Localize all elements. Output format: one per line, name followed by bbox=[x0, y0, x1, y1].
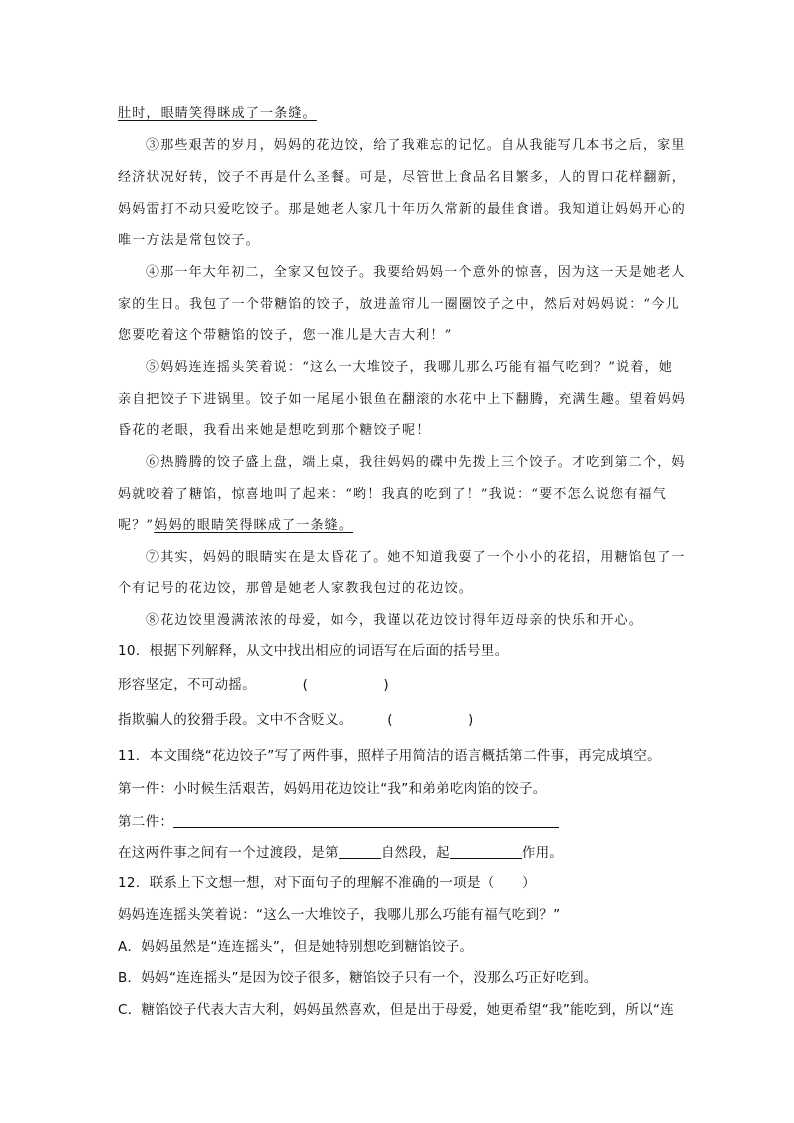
paragraph-number-blank[interactable] bbox=[339, 846, 381, 859]
paragraph-3-line-4: 唯一方法是常包饺子。 bbox=[118, 233, 261, 248]
answer-paren-close: ) bbox=[383, 677, 389, 693]
question-12-quote: 妈妈连连摇头笑着说：“这么一大堆饺子，我哪儿那么巧能有福气吃到？” bbox=[118, 907, 561, 923]
fill-text-b: 自然段，起 bbox=[380, 845, 450, 861]
item-2-definition: 指欺骗人的狡猾手段。文中不含贬义。 bbox=[118, 712, 353, 728]
option-a[interactable]: A．妈妈虽然是“连连摇头”，但是她特别想吃到糖馅饺子。 bbox=[118, 939, 474, 955]
option-c[interactable]: C．糖馅饺子代表大吉大利，妈妈虽然喜欢，但是出于母爱，她更希望“我”能吃到，所以“连 bbox=[118, 1002, 675, 1018]
underlined-sentence: 肚时，眼睛笑得眯成了一条缝。 bbox=[118, 106, 317, 121]
paragraph-3-line-2: 经济状况好转，饺子不再是什么圣餐。可是，尽管世上食品名目繁多，人的胃口花样翻新， bbox=[118, 170, 687, 185]
answer-paren-open: ( bbox=[302, 677, 309, 693]
paragraph-6-line-3 bbox=[118, 519, 678, 532]
underlined-sentence: 妈妈的眼睛笑得眯成了一条缝。 bbox=[154, 518, 354, 533]
question-10-stem: 10．根据下列解释，从文中找出相应的词语写在后面的括号里。 bbox=[118, 643, 509, 659]
paragraph-4-line-1: ④那一年大年初二，全家又包饺子。我要给妈妈一个意外的惊喜，因为这一天是她老人 bbox=[146, 265, 686, 280]
paragraph-7-line-2: 个有记号的花边饺，那曾是她老人家教我包过的花边饺。 bbox=[118, 581, 474, 596]
second-event-label: 第二件： bbox=[118, 814, 174, 830]
paragraph-3-line-3: 妈妈雷打不动只爱吃饺子。那是她老人家几十年历久常新的最佳食谱。我知道让妈妈开心的 bbox=[118, 202, 687, 217]
paragraph-6-line-3-start: 呢？” bbox=[118, 518, 155, 533]
question-11-second-event bbox=[118, 815, 678, 830]
paragraph-4-line-2: 家的生日。我包了一个带糖馅的饺子，放进盖帘儿一圈圈饺子之中，然后对妈妈说：“今儿 bbox=[118, 297, 680, 312]
question-11-fill-line bbox=[118, 846, 678, 861]
paragraph-6-line-1: ⑥热腾腾的饺子盛上盘，端上桌，我往妈妈的碟中先拨上三个饺子。才吃到第二个，妈 bbox=[146, 455, 686, 470]
paragraph-3-line-1: ③那些艰苦的岁月，妈妈的花边饺，给了我难忘的记忆。自从我能写几本书之后，家里 bbox=[146, 138, 686, 153]
fill-text-a: 在这两件事之间有一个过渡段，是第 bbox=[118, 845, 339, 861]
passage-continuation bbox=[118, 107, 678, 120]
paragraph-4-line-3: 您要吃着这个带糖馅的饺子，您一准儿是大吉大利！” bbox=[118, 328, 453, 343]
paragraph-5-line-3: 昏花的老眼，我看出来她是想吃到那个糖饺子呢！ bbox=[118, 423, 431, 438]
paragraph-5-line-1: ⑤妈妈连连摇头笑着说：“这么一大堆饺子，我哪儿那么巧能有福气吃到？”说着，她 bbox=[146, 360, 673, 375]
answer-paren-close: ) bbox=[467, 712, 474, 728]
fill-text-c: 作用。 bbox=[521, 845, 564, 861]
item-1-definition: 形容坚定，不可动摇。 bbox=[118, 677, 256, 693]
question-10-item-2 bbox=[118, 714, 678, 728]
paragraph-6-line-2: 妈就咬着了糖馅，惊喜地叫了起来：“哟！我真的吃到了！”我说：“要不怎么说您有福气 bbox=[118, 487, 667, 502]
function-blank[interactable] bbox=[450, 846, 522, 859]
paragraph-7-line-1: ⑦其实，妈妈的眼睛实在是太昏花了。她不知道我耍了一个小小的花招，用糖馅包了一 bbox=[146, 550, 686, 565]
paragraph-8: ⑧花边饺里漫满浓浓的母爱，如今，我谨以花边饺讨得年迈母亲的快乐和开心。 bbox=[146, 613, 644, 628]
question-11-first-event: 第一件：小时候生活艰苦，妈妈用花边饺让“我”和弟弟吃肉馅的饺子。 bbox=[118, 781, 547, 797]
paragraph-5-line-2: 亲自把饺子下进锅里。饺子如一尾尾小银鱼在翻滚的水花中上下翻腾，充满生趣。望着妈妈 bbox=[118, 392, 687, 407]
question-12-stem: 12．联系上下文想一想，对下面句子的理解不准确的一项是（ ） bbox=[118, 875, 536, 891]
answer-paren-open: ( bbox=[387, 712, 393, 728]
option-b[interactable]: B．妈妈“连连摇头”是因为饺子很多，糖馅饺子只有一个，没那么巧正好吃到。 bbox=[118, 970, 598, 986]
second-event-blank[interactable] bbox=[173, 815, 559, 828]
question-11-stem: 11．本文围绕“花边饺子”写了两件事，照样子用简洁的语言概括第二件事，再完成填空。 bbox=[118, 748, 661, 764]
question-10-item-1 bbox=[118, 679, 678, 693]
